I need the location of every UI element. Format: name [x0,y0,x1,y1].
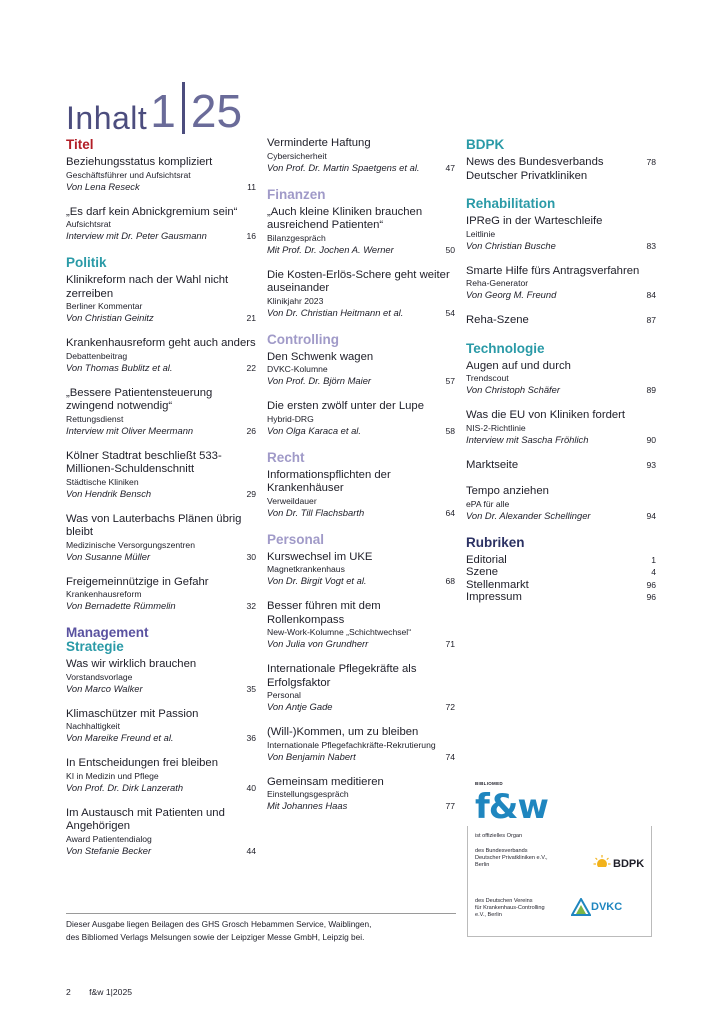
entry-subtitle: Aufsichtsrat [66,219,111,229]
rubrik-label: Impressum [466,591,522,603]
organ-frame [467,826,652,937]
section-heading-rehabilitation: Rehabilitation [466,196,556,211]
supplement-note-line: des Bibliomed Verlags Melsungen sowie der Leipziger Messe GmbH, Leipzig bei. [66,931,365,942]
entry-page: 22 [246,362,256,373]
entry-author: Interview mit Oliver Meermann [66,424,194,436]
rubrik-label: Stellenmarkt [466,578,529,591]
title-issue-left: 1 [150,85,176,137]
bdpk-org-text [475,848,548,869]
toc-entry[interactable] [267,726,455,763]
entry-subtitle: Cybersicherheit [267,150,327,161]
rubrik-page: 96 [646,592,656,602]
entry-title: Im Austausch mit Patienten und Angehörigen [66,806,225,832]
entry-title: Krankenhausreform geht auch anders [66,337,256,349]
entry-title: Die ersten zwölf unter der Lupe [267,400,424,412]
entry-author: Von Marco Walker [66,682,143,694]
toc-entry[interactable] [466,409,656,446]
entry-subtitle: Reha-Generator [466,278,529,288]
entry-title: Beziehungsstatus kompliziert [66,156,213,168]
entry-title: Marktseite [466,458,519,471]
toc-entry[interactable] [267,269,455,319]
toc-entry[interactable] [466,156,656,183]
entry-title: Informationspflichten der Krankenhäuser [267,468,391,494]
entry-subtitle: Berliner Kommentar [66,301,143,311]
entry-page: 54 [445,307,455,318]
entry-subtitle: Medizinische Versorgungszentren [66,539,195,550]
toc-entry[interactable] [66,513,256,563]
entry-subtitle: Geschäftsführer und Aufsichtsrat [66,169,191,180]
entry-title: Besser führen mit dem Rollenkompass [267,600,381,626]
entry-page: 74 [445,751,455,762]
entry-author: Von Prof. Dr. Björn Maier [267,375,372,386]
entry-page: 93 [646,459,656,470]
entry-author: Von Julia von Grundherr [267,638,369,649]
entry-title: News des Bundesverbands Deutscher Privatkliniken [466,156,604,182]
entry-title: Gemeinsam meditieren [267,775,384,788]
entry-title: „Bessere Patientensteuerung zwingend notwendig“ [66,386,213,412]
entry-title: Internationale Pflegekräfte als Erfolgsfaktor [267,663,417,689]
issue-label: f&w 1|2025 [89,987,133,997]
rubrik-item[interactable] [466,566,656,579]
entry-subtitle: Nachhaltigkeit [66,721,120,731]
entry-page: 21 [246,313,256,323]
sun-icon [593,854,611,872]
toc-entry[interactable] [66,658,256,695]
entry-author: Mit Prof. Dr. Jochen A. Werner [267,243,394,255]
page-title [66,78,243,137]
entry-subtitle: Debattenbeitrag [66,350,128,361]
title-word: Inhalt [66,100,148,136]
entry-title: Smarte Hilfe fürs Antragsverfahren [466,264,640,277]
section-heading-technologie: Technologie [466,340,545,356]
organ-label: ist offizielles Organ [475,833,523,839]
fw-logo: f&w [475,787,548,827]
entry-page: 32 [246,601,256,611]
entry-title: (Will-)Kommen, um zu bleiben [267,726,419,738]
entry-title: Die Kosten-Erlös-Schere geht weiter auseinander [267,268,450,294]
toc-entry[interactable] [66,450,256,500]
entry-title: Klinikreform nach der Wahl nicht zerreiben [66,274,229,300]
entry-subtitle: Vorstandsvorlage [66,671,133,682]
toc-entry[interactable] [66,708,256,745]
entry-title: Klimaschützer mit Passion [66,707,199,720]
toc-entry[interactable] [267,600,455,650]
section-heading-recht: Recht [267,449,305,465]
footnote-divider [66,913,456,914]
entry-author: Von Lena Reseck [66,180,140,192]
section-heading-controlling: Controlling [267,331,339,347]
toc-entry[interactable] [66,807,256,857]
entry-page: 26 [246,425,256,436]
entry-subtitle: Verweildauer [267,495,317,506]
bdpk-line: Berlin [475,862,490,868]
entry-author: Von Antje Gade [267,701,333,712]
toc-entry[interactable] [66,156,256,193]
rubrik-item[interactable] [466,579,656,592]
entry-subtitle: NIS-2-Richtlinie [466,422,526,433]
entry-page: 50 [445,244,455,255]
toc-column-3 [466,137,656,604]
entry-subtitle: Bilanzgespräch [267,232,326,243]
rubrik-page: 96 [646,579,656,590]
dvkc-wordmark: DVKC [591,901,623,913]
entry-subtitle: Trendscout [466,373,509,383]
entry-page: 72 [445,702,455,712]
toc-entry[interactable] [66,576,256,613]
entry-subtitle: Leitlinie [466,228,496,239]
entry-title: IPReG in der Warteschleife [466,215,603,227]
entry-author: Interview mit Sascha Fröhlich [466,433,589,445]
entry-page: 57 [445,376,455,386]
entry-author: Von Dr. Christian Heitmann et al. [267,306,404,318]
supplement-note [66,918,466,943]
toc-entry[interactable] [466,459,656,473]
entry-author: Von Mareike Freund et al. [66,732,174,743]
toc-column-2 [267,137,455,825]
entry-page: 78 [646,157,656,167]
entry-page: 36 [246,733,256,743]
bdpk-wordmark: BDPK [613,858,645,870]
entry-author: Von Prof. Dr. Dirk Lanzerath [66,781,184,793]
entry-subtitle: Award Patientendialog [66,833,152,844]
entry-page: 64 [445,507,455,518]
entry-title: In Entscheidungen frei bleiben [66,757,218,769]
entry-page: 89 [646,385,656,395]
entry-author: Von Dr. Birgit Vogt et al. [267,575,367,586]
entry-title: Was von Lauterbachs Plänen übrig bleibt [66,512,242,538]
bdpk-logo [593,854,645,877]
toc-entry[interactable] [267,776,455,813]
toc-entry[interactable] [466,215,656,252]
toc-entry[interactable] [66,274,256,324]
toc-column-1 [66,137,256,870]
entry-author: Von Benjamin Nabert [267,750,356,762]
entry-subtitle: ePA für alle [466,498,510,509]
rubrik-label: Editorial [466,553,507,566]
publisher-box [475,781,651,936]
entry-author: Von Christoph Schäfer [466,384,560,395]
triangle-icon [571,898,591,916]
toc-entry[interactable] [466,314,656,328]
toc-entry[interactable] [66,387,256,437]
rubrik-item[interactable] [466,554,656,567]
entry-author: Von Dr. Till Flachsbarth [267,506,365,518]
toc-entry[interactable] [466,265,656,302]
entry-page: 35 [246,683,256,694]
section-heading-politik: Politik [66,255,107,270]
entry-page: 47 [445,162,455,173]
page-footer [66,987,132,997]
entry-author: Von Thomas Bublitz et al. [66,361,173,373]
dvkc-line: des Deutschen Vereins [475,898,533,904]
dvkc-org-text [475,898,545,919]
entry-author: Von Susanne Müller [66,550,151,562]
entry-page: 30 [246,551,256,562]
entry-subtitle: Magnetkrankenhaus [267,564,345,574]
entry-author: Von Dr. Alexander Schellinger [466,509,591,521]
section-heading-titel: Titel [66,137,94,152]
entry-page: 77 [445,801,455,811]
entry-page: 58 [445,425,455,436]
rubrik-page: 1 [651,554,656,565]
entry-title: „Auch kleine Kliniken brauchen ausreichend Patienten“ [267,205,423,231]
rubrik-page: 4 [651,567,656,577]
toc-entry[interactable] [267,400,455,437]
entry-title: Kurswechsel im UKE [267,550,373,563]
entry-page: 90 [646,434,656,445]
entry-title: Kölner Stadtrat beschließt 533-Millionen-Schuldenschnitt [66,449,222,475]
section-heading-management: Management [66,625,149,640]
section-subheading-strategie: Strategie [66,639,124,654]
section-heading-personal: Personal [267,531,325,547]
section-heading-bdpk: BDPK [466,137,505,152]
entry-author: Von Bernadette Rümmelin [66,600,176,611]
toc-entry[interactable] [267,206,455,256]
entry-author: Von Christian Geinitz [66,312,154,323]
toc-entry[interactable] [466,485,656,522]
entry-title: Augen auf und durch [466,359,571,372]
page-number: 2 [66,987,71,997]
entry-page: 83 [646,240,656,251]
entry-title: Reha-Szene [466,314,529,326]
entry-subtitle: Rettungsdienst [66,413,124,424]
dvkc-line: für Krankenhaus-Controlling [475,905,545,911]
dvkc-logo [571,898,623,921]
entry-subtitle: Krankenhausreform [66,589,142,599]
entry-author: Von Georg M. Freund [466,289,557,300]
entry-title: Tempo anziehen [466,485,549,497]
toc-entry[interactable] [267,351,455,388]
toc-entry[interactable] [466,360,656,397]
entry-subtitle: Hybrid-DRG [267,413,314,424]
entry-page: 68 [445,576,455,586]
bdpk-line: des Bundesverbands [475,848,528,854]
entry-subtitle: Städtische Kliniken [66,476,139,487]
entry-page: 84 [646,290,656,300]
toc-entry[interactable] [267,663,455,713]
toc-entry[interactable] [66,757,256,794]
toc-entry[interactable] [267,551,455,588]
entry-page: 87 [646,315,656,325]
title-divider [182,82,185,134]
entry-subtitle: New-Work-Kolumne „Schichtwechsel“ [267,627,412,637]
entry-title: Freigemeinnützige in Gefahr [66,575,209,588]
title-issue-right: 25 [190,85,243,137]
entry-title: „Es darf kein Abnickgremium sein“ [66,205,238,218]
rubrik-item[interactable] [466,591,656,604]
entry-subtitle: Personal [267,690,301,700]
entry-title: Was die EU von Kliniken fordert [466,409,626,421]
toc-entry[interactable] [66,206,256,243]
entry-page: 29 [246,488,256,499]
toc-entry[interactable] [66,337,256,374]
entry-page: 44 [246,845,256,856]
entry-author: Von Prof. Dr. Martin Spaetgens et al. [267,161,420,173]
entry-subtitle: Internationale Pflegefachkräfte-Rekrutierung [267,739,436,750]
entry-author: Von Christian Busche [466,239,556,251]
entry-subtitle: KI in Medizin und Pflege [66,770,159,781]
section-heading-rubriken: Rubriken [466,534,525,550]
entry-title: Was wir wirklich brauchen [66,658,197,670]
section-heading-finanzen: Finanzen [267,186,326,202]
entry-author: Mit Johannes Haas [267,800,348,811]
bdpk-line: Deutscher Privatkliniken e.V., [475,855,548,861]
entry-page: 40 [246,782,256,793]
supplement-note-line: Dieser Ausgabe liegen Beilagen des GHS Grosch Hebammen Service, Waiblingen, [66,919,372,929]
toc-entry[interactable] [267,137,455,174]
rubrik-label: Szene [466,566,499,578]
entry-page: 11 [247,181,256,192]
entry-author: Von Olga Karaca et al. [267,424,361,436]
entry-author: Von Stefanie Becker [66,844,152,856]
dvkc-line: e.V., Berlin [475,912,502,918]
entry-subtitle: Einstellungsgespräch [267,789,349,799]
entry-author: Interview mit Dr. Peter Gausmann [66,230,207,241]
entry-title: Verminderte Haftung [267,137,371,149]
entry-author: Von Hendrik Bensch [66,487,152,499]
entry-subtitle: DVKC-Kolumne [267,364,328,374]
toc-entry[interactable] [267,469,455,519]
publisher-wordmark: BIBLIOMED [475,781,503,786]
entry-page: 94 [646,510,656,521]
entry-subtitle: Klinikjahr 2023 [267,295,324,306]
entry-title: Den Schwenk wagen [267,350,374,363]
entry-page: 16 [246,231,256,241]
entry-page: 71 [445,639,455,649]
